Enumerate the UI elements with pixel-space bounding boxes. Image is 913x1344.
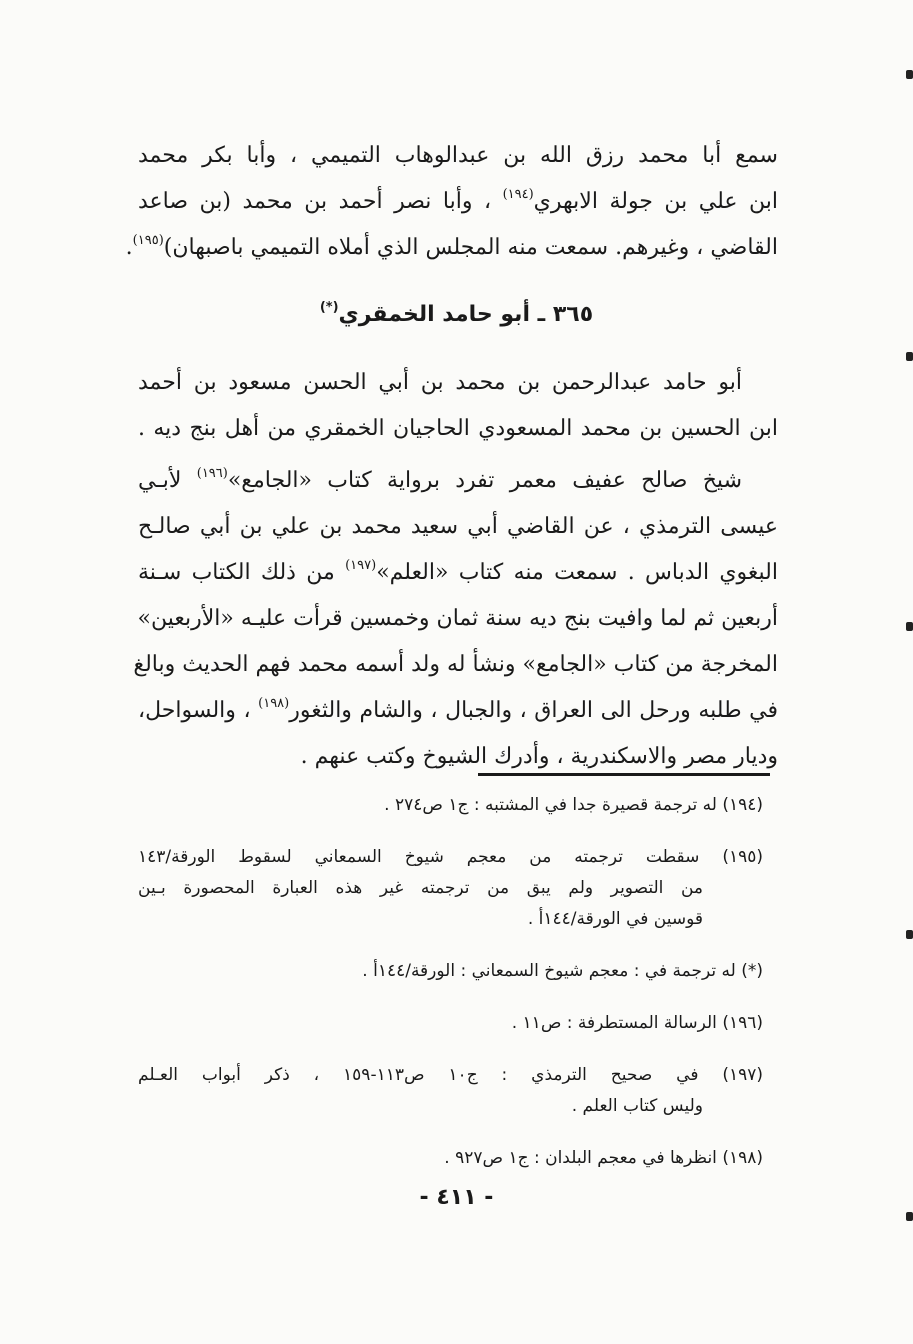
text-segment: ابن علي بن جولة الابهري xyxy=(533,189,778,214)
footnotes xyxy=(138,790,763,1195)
entry-heading xyxy=(0,295,913,335)
footnote-196 xyxy=(138,1008,763,1039)
text-line xyxy=(138,179,778,225)
footnote-text: له ترجمة في : معجم شيوخ السمعاني : الورقة/١٤٤أ . xyxy=(362,961,736,981)
entry-title: أبو حامد الخمقري xyxy=(338,302,530,327)
footnote-label: (١٩٥) xyxy=(722,847,763,867)
footnote-ref: (١٩٤) xyxy=(502,187,534,202)
text-line xyxy=(125,225,778,271)
top-paragraph xyxy=(125,133,778,271)
footnote-label: (١٩٨) xyxy=(722,1148,763,1168)
footnote-text: من التصوير ولم يبق من ترجمته غير هذه العبارة المحصورة بـين xyxy=(138,878,703,898)
biography-paragraph-2 xyxy=(133,458,779,780)
footnote-ref: (١٩٧) xyxy=(345,558,377,573)
text-segment: ، والسواحل، xyxy=(138,698,251,723)
text-line: أبو حامد عبدالرحمن بن محمد بن أبي الحسن مسعود بن أحمد xyxy=(138,370,742,395)
biography-paragraph-1 xyxy=(138,360,778,452)
footnote-ref: (١٩٥) xyxy=(132,233,164,248)
footnote-label: (*) xyxy=(741,961,763,981)
footnote-195 xyxy=(138,842,763,935)
footnote-text: في صحيح الترمذي : ج١٠ ص١١٣-١٥٩ ، ذكر أبواب العـلم xyxy=(138,1065,699,1085)
end-mark: . xyxy=(125,235,133,260)
text-segment: لأبـي xyxy=(138,468,182,493)
footnote-ref: (١٩٦) xyxy=(196,466,228,481)
text-line xyxy=(138,688,778,734)
footnote-text: انظرها في معجم البلدان : ج١ ص٩٢٧ . xyxy=(444,1148,717,1168)
footnote-star xyxy=(138,956,763,987)
text-line: ابن الحسين بن محمد المسعودي الحاجيان الخمقري من أهل بنج ديه . xyxy=(138,416,778,441)
scan-speck xyxy=(906,352,913,361)
scan-speck xyxy=(906,622,913,631)
text-segment: البغوي الدباس . سمعت منه كتاب «العلم» xyxy=(376,560,778,585)
footnote-text: وليس كتاب العلم . xyxy=(571,1096,703,1116)
footnote-text: الرسالة المستطرفة : ص١١ . xyxy=(511,1013,717,1033)
scan-speck xyxy=(906,1212,913,1221)
text-line: أربعين ثم لما وافيت بنج ديه سنة ثمان وخمسين قرأت عليـه «الأربعين» xyxy=(137,606,778,631)
text-line: المخرجة من كتاب «الجامع» ونشأ له ولد أسمه محمد فهم الحديث وبالغ xyxy=(133,652,778,677)
footnote-ref: (١٩٨) xyxy=(258,696,290,711)
text-segment: القاضي ، وغيرهم. سمعت منه المجلس الذي أملاه التميمي باصبهان) xyxy=(163,235,778,260)
footnote-197 xyxy=(138,1060,763,1122)
footnote-label: (١٩٤) xyxy=(722,795,763,815)
text-line: سمع أبا محمد رزق الله بن عبدالوهاب التميمي ، وأبا بكر محمد xyxy=(138,143,778,168)
page-number: - ٤١١ - xyxy=(419,1185,494,1210)
footnote-ref: (*) xyxy=(319,300,339,315)
text-line: وديار مصر والاسكندرية ، وأدرك الشيوخ وكتب عنهم . xyxy=(300,744,778,769)
text-segment: ، وأبا نصر أحمد بن محمد (بن صاعد xyxy=(138,189,492,214)
footnote-label: (١٩٧) xyxy=(722,1065,764,1085)
footnote-198 xyxy=(138,1143,763,1174)
text-segment: من ذلك الكتاب سـنة xyxy=(138,560,335,585)
footnote-text: قوسين في الورقة/١٤٤أ . xyxy=(527,909,703,929)
footnote-194 xyxy=(138,790,763,821)
scan-speck xyxy=(906,930,913,939)
entry-number: ٣٦٥ ـ xyxy=(537,302,594,327)
text-segment: شيخ صالح عفيف معمر تفرد برواية كتاب «الجامع» xyxy=(227,468,742,493)
footnote-text: سقطت ترجمته من معجم شيوخ السمعاني لسقوط الورقة/١٤٣ xyxy=(138,847,700,867)
text-line: عيسى الترمذي ، عن القاضي أبي سعيد محمد بن علي بن أبي صالـح xyxy=(138,514,778,539)
footnote-text: له ترجمة قصيرة جدا في المشتبه : ج١ ص٢٧٤ . xyxy=(384,795,717,815)
footnote-separator xyxy=(478,773,770,776)
text-line xyxy=(138,550,778,596)
text-segment: في طلبه ورحل الى العراق ، والجبال ، والشام والثغور xyxy=(289,698,779,723)
text-line xyxy=(138,458,778,504)
scan-speck xyxy=(906,70,913,79)
footnote-label: (١٩٦) xyxy=(722,1013,763,1033)
